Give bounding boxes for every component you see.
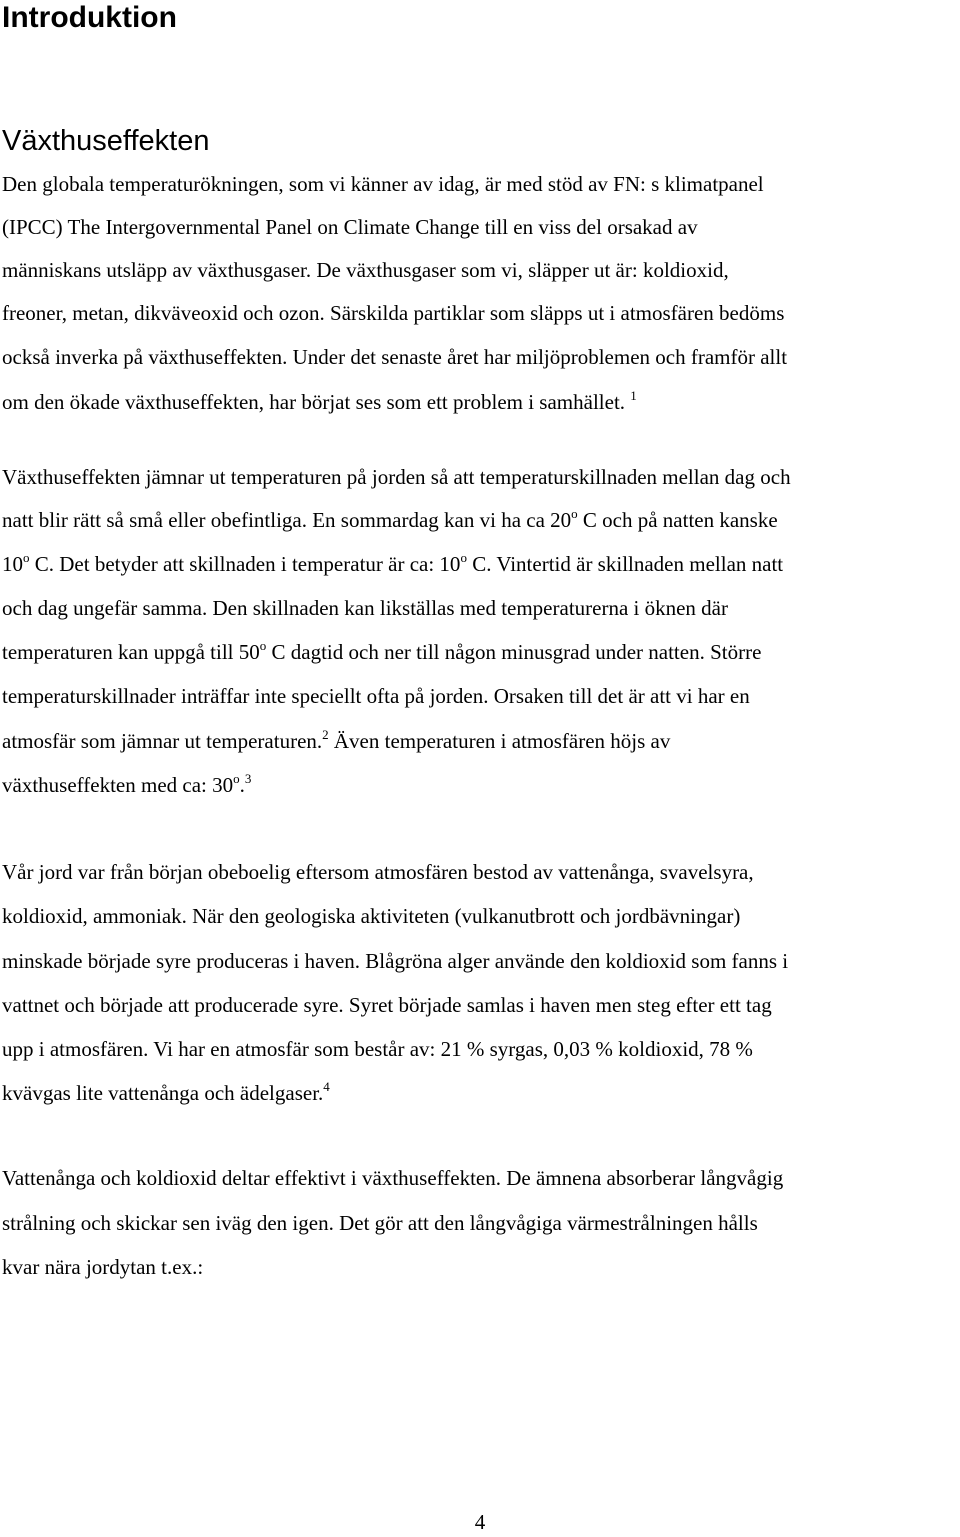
- text-line: minskade började syre produceras i haven. Blågröna alger använde den koldioxid som fanns i: [2, 949, 789, 973]
- page-heading: Introduktion: [2, 1, 177, 34]
- text-line: temperaturskillnader inträffar inte speciellt ofta på jorden. Orsaken till det är att vi har en: [2, 684, 750, 708]
- text-line: koldioxid, ammoniak. När den geologiska aktiviteten (vulkanutbrott och jordbävningar): [2, 904, 741, 928]
- superscript: o: [233, 771, 240, 786]
- text-line: Växthuseffekten jämnar ut temperaturen på jorden så att temperaturskillnaden mellan dag och: [2, 465, 791, 489]
- text-line: växthuseffekten med ca: 30$^o$.$^3$: [2, 771, 252, 797]
- text-line: atmosfär som jämnar ut temperaturen.$^2$ Även temperaturen i atmosfären höjs av: [2, 727, 671, 753]
- text-line: freoner, metan, dikväveoxid och ozon. Särskilda partiklar som släpps ut i atmosfären bedöms: [2, 301, 785, 325]
- text-line: strålning och skickar sen iväg den igen. Det gör att den långvågiga värmestrålningen hålls: [2, 1211, 758, 1235]
- superscript: o: [460, 550, 467, 565]
- text-line: (IPCC) The Intergovernmental Panel on Climate Change till en viss del orsakad av: [2, 215, 698, 239]
- text-line: också inverka på växthuseffekten. Under det senaste året har miljöproblemen och framför allt: [2, 345, 788, 369]
- text-line: natt blir rätt så små eller obefintliga. En sommardag kan vi ha ca 20$^o$ C och på natten kanske: [2, 506, 778, 532]
- text-line: kvävgas lite vattenånga och ädelgaser.$^4$: [2, 1079, 330, 1105]
- superscript: 4: [323, 1079, 330, 1094]
- text-line: temperaturen kan uppgå till 50$^o$ C dagtid och ner till någon minusgrad under natten. Större: [2, 638, 762, 664]
- text-line: vattnet och började att producerade syre. Syret började samlas i haven men steg efter ett tag: [2, 993, 772, 1017]
- text-line: kvar nära jordytan t.ex.:: [2, 1255, 204, 1279]
- text-line: om den ökade växthuseffekten, har börjat ses som ett problem i samhället. $^1$: [2, 388, 637, 414]
- page-number: 4: [474, 1510, 486, 1534]
- superscript: 1: [630, 388, 637, 403]
- text-line: och dag ungefär samma. Den skillnaden kan likställas med temperaturerna i öknen där: [2, 596, 728, 620]
- text-line: upp i atmosfären. Vi har en atmosfär som består av: 21 % syrgas, 0,03 % koldioxid, 78 %: [2, 1037, 753, 1061]
- text-line: Vattenånga och koldioxid deltar effektivt i växthuseffekten. De ämnena absorberar långvågig: [2, 1166, 784, 1190]
- superscript: 2: [322, 727, 329, 742]
- superscript: o: [259, 638, 267, 653]
- text-line: 10$^o$ C. Det betyder att skillnaden i temperatur är ca: 10$^o$ C. Vintertid är skillnaden mellan natt: [2, 550, 784, 576]
- text-line: människans utsläpp av växthusgaser. De växthusgaser som vi, släpper ut är: koldioxid,: [2, 258, 729, 282]
- text-line: Den globala temperaturökningen, som vi känner av idag, är med stöd av FN: s klimatpanel: [2, 172, 764, 196]
- text-line: Vår jord var från början obeboelig eftersom atmosfären bestod av vattenånga, svavelsyra,: [2, 860, 754, 884]
- superscript: o: [571, 506, 578, 521]
- section-heading: Växthuseffekten: [2, 125, 210, 157]
- superscript: o: [23, 550, 30, 565]
- superscript: 3: [244, 771, 252, 786]
